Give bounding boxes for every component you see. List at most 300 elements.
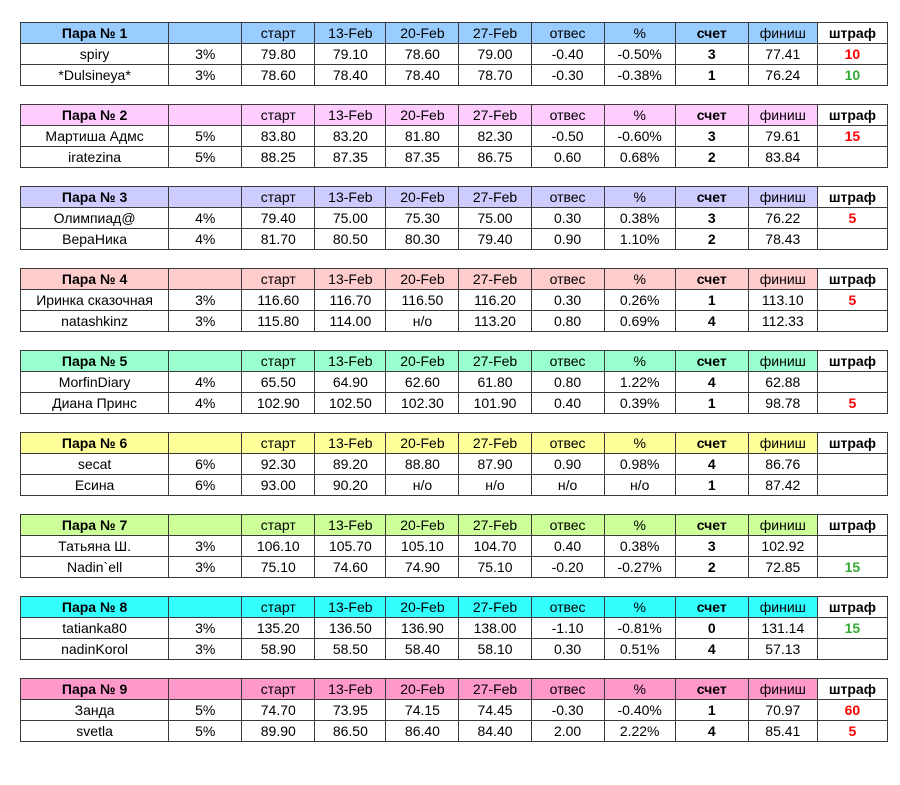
- date2-weight-cell: 87.35: [386, 147, 459, 168]
- penalty-header-cell: штраф: [817, 515, 887, 536]
- percent-cell: -0.27%: [604, 557, 675, 578]
- date2-header-cell: 20-Feb: [386, 597, 459, 618]
- date3-header-cell: 27-Feb: [459, 269, 531, 290]
- date3-weight-cell: 79.00: [459, 44, 531, 65]
- participant-name-cell: MorfinDiary: [21, 372, 169, 393]
- finish-weight-cell: 78.43: [748, 229, 817, 250]
- date1-weight-cell: 102.50: [315, 393, 386, 414]
- percent-cell: 0.68%: [604, 147, 675, 168]
- penalty-cell: [817, 229, 887, 250]
- date2-weight-cell: 105.10: [386, 536, 459, 557]
- date2-header-cell: 20-Feb: [386, 433, 459, 454]
- date2-weight-cell: 75.30: [386, 208, 459, 229]
- pair-table-6: [20, 432, 888, 496]
- start-header-cell: старт: [242, 187, 315, 208]
- penalty-header-cell: штраф: [817, 269, 887, 290]
- participant-name-cell: secat: [21, 454, 169, 475]
- diff-header-cell: отвес: [531, 515, 604, 536]
- diff-cell: 0.90: [531, 454, 604, 475]
- table-row: [21, 454, 888, 475]
- finish-header-cell: финиш: [748, 515, 817, 536]
- date1-weight-cell: 74.60: [315, 557, 386, 578]
- date2-weight-cell: 86.40: [386, 721, 459, 742]
- percent-cell: 0.51%: [604, 639, 675, 660]
- finish-weight-cell: 70.97: [748, 700, 817, 721]
- pair-header-row: [21, 187, 888, 208]
- date2-weight-cell: 74.15: [386, 700, 459, 721]
- table-row: [21, 475, 888, 496]
- goal-cell: 3%: [169, 618, 242, 639]
- finish-header-cell: финиш: [748, 433, 817, 454]
- finish-weight-cell: 62.88: [748, 372, 817, 393]
- date3-header-cell: 27-Feb: [459, 351, 531, 372]
- diff-cell: 0.30: [531, 290, 604, 311]
- pair-table-7: [20, 514, 888, 578]
- penalty-header-cell: штраф: [817, 433, 887, 454]
- table-row: [21, 290, 888, 311]
- score-header-cell: счет: [675, 515, 748, 536]
- diff-header-cell: отвес: [531, 597, 604, 618]
- table-row: [21, 639, 888, 660]
- date3-header-cell: 27-Feb: [459, 515, 531, 536]
- percent-header-cell: %: [604, 105, 675, 126]
- date2-weight-cell: н/о: [386, 311, 459, 332]
- score-cell: 2: [675, 229, 748, 250]
- score-cell: 1: [675, 700, 748, 721]
- date1-weight-cell: 86.50: [315, 721, 386, 742]
- penalty-cell: [817, 311, 887, 332]
- table-row: [21, 536, 888, 557]
- pair-title-cell: Пара № 9: [21, 679, 169, 700]
- diff-cell: 0.30: [531, 639, 604, 660]
- diff-cell: 0.30: [531, 208, 604, 229]
- pair-title-cell: Пара № 7: [21, 515, 169, 536]
- score-header-cell: счет: [675, 597, 748, 618]
- penalty-cell: 5: [817, 393, 887, 414]
- goal-cell: 4%: [169, 393, 242, 414]
- percent-cell: -0.38%: [604, 65, 675, 86]
- percent-header-cell: %: [604, 515, 675, 536]
- start-weight-cell: 89.90: [242, 721, 315, 742]
- penalty-cell: [817, 536, 887, 557]
- date2-header-cell: 20-Feb: [386, 679, 459, 700]
- date1-weight-cell: 58.50: [315, 639, 386, 660]
- date3-header-cell: 27-Feb: [459, 187, 531, 208]
- score-cell: 4: [675, 639, 748, 660]
- date3-header-cell: 27-Feb: [459, 597, 531, 618]
- finish-weight-cell: 57.13: [748, 639, 817, 660]
- start-weight-cell: 58.90: [242, 639, 315, 660]
- date2-header-cell: 20-Feb: [386, 105, 459, 126]
- diff-header-cell: отвес: [531, 679, 604, 700]
- goal-cell: 5%: [169, 700, 242, 721]
- penalty-cell: 5: [817, 721, 887, 742]
- date2-weight-cell: 102.30: [386, 393, 459, 414]
- date3-weight-cell: 86.75: [459, 147, 531, 168]
- diff-header-cell: отвес: [531, 187, 604, 208]
- finish-weight-cell: 72.85: [748, 557, 817, 578]
- finish-weight-cell: 76.24: [748, 65, 817, 86]
- date1-weight-cell: 89.20: [315, 454, 386, 475]
- date3-weight-cell: 138.00: [459, 618, 531, 639]
- participant-name-cell: Занда: [21, 700, 169, 721]
- start-header-cell: старт: [242, 597, 315, 618]
- start-weight-cell: 81.70: [242, 229, 315, 250]
- finish-weight-cell: 86.76: [748, 454, 817, 475]
- start-header-cell: старт: [242, 351, 315, 372]
- date3-header-cell: 27-Feb: [459, 23, 531, 44]
- penalty-cell: 5: [817, 208, 887, 229]
- start-header-cell: старт: [242, 269, 315, 290]
- diff-cell: -0.30: [531, 700, 604, 721]
- date1-weight-cell: 136.50: [315, 618, 386, 639]
- score-cell: 2: [675, 557, 748, 578]
- goal-cell: 3%: [169, 44, 242, 65]
- pair-table-2: [20, 104, 888, 168]
- start-header-cell: старт: [242, 105, 315, 126]
- date1-weight-cell: 78.40: [315, 65, 386, 86]
- penalty-header-cell: штраф: [817, 23, 887, 44]
- percent-header-cell: %: [604, 351, 675, 372]
- score-cell: 0: [675, 618, 748, 639]
- goal-cell: 3%: [169, 557, 242, 578]
- pair-table-1: [20, 22, 888, 86]
- finish-weight-cell: 83.84: [748, 147, 817, 168]
- date1-weight-cell: 79.10: [315, 44, 386, 65]
- goal-header-cell: [169, 269, 242, 290]
- pair-table-9: [20, 678, 888, 742]
- penalty-cell: [817, 147, 887, 168]
- date3-weight-cell: 75.10: [459, 557, 531, 578]
- start-weight-cell: 135.20: [242, 618, 315, 639]
- date3-weight-cell: 75.00: [459, 208, 531, 229]
- score-cell: 3: [675, 126, 748, 147]
- goal-cell: 4%: [169, 372, 242, 393]
- finish-weight-cell: 85.41: [748, 721, 817, 742]
- finish-weight-cell: 77.41: [748, 44, 817, 65]
- percent-header-cell: %: [604, 269, 675, 290]
- percent-cell: -0.81%: [604, 618, 675, 639]
- participant-name-cell: *Dulsineya*: [21, 65, 169, 86]
- pair-header-row: [21, 23, 888, 44]
- date1-header-cell: 13-Feb: [315, 269, 386, 290]
- percent-cell: 1.10%: [604, 229, 675, 250]
- table-row: [21, 208, 888, 229]
- finish-weight-cell: 113.10: [748, 290, 817, 311]
- penalty-header-cell: штраф: [817, 351, 887, 372]
- percent-header-cell: %: [604, 433, 675, 454]
- finish-weight-cell: 87.42: [748, 475, 817, 496]
- percent-cell: 1.22%: [604, 372, 675, 393]
- diff-cell: -0.20: [531, 557, 604, 578]
- table-row: [21, 147, 888, 168]
- participant-name-cell: ВераНика: [21, 229, 169, 250]
- date1-header-cell: 13-Feb: [315, 187, 386, 208]
- pair-header-row: [21, 433, 888, 454]
- score-header-cell: счет: [675, 269, 748, 290]
- goal-header-cell: [169, 515, 242, 536]
- table-row: [21, 65, 888, 86]
- score-header-cell: счет: [675, 23, 748, 44]
- table-row: [21, 44, 888, 65]
- table-row: [21, 700, 888, 721]
- participant-name-cell: Есина: [21, 475, 169, 496]
- participant-name-cell: tatianka80: [21, 618, 169, 639]
- start-weight-cell: 74.70: [242, 700, 315, 721]
- table-row: [21, 721, 888, 742]
- penalty-cell: 15: [817, 618, 887, 639]
- pair-title-cell: Пара № 8: [21, 597, 169, 618]
- goal-cell: 3%: [169, 311, 242, 332]
- pair-title-cell: Пара № 1: [21, 23, 169, 44]
- percent-cell: -0.40%: [604, 700, 675, 721]
- date2-weight-cell: 58.40: [386, 639, 459, 660]
- goal-header-cell: [169, 187, 242, 208]
- date3-weight-cell: 101.90: [459, 393, 531, 414]
- percent-cell: 0.98%: [604, 454, 675, 475]
- participant-name-cell: Мартиша Адмс: [21, 126, 169, 147]
- pair-header-row: [21, 679, 888, 700]
- diff-cell: 2.00: [531, 721, 604, 742]
- date2-header-cell: 20-Feb: [386, 23, 459, 44]
- date3-weight-cell: 104.70: [459, 536, 531, 557]
- score-cell: 2: [675, 147, 748, 168]
- finish-header-cell: финиш: [748, 187, 817, 208]
- date2-weight-cell: 74.90: [386, 557, 459, 578]
- start-header-cell: старт: [242, 515, 315, 536]
- date3-weight-cell: 113.20: [459, 311, 531, 332]
- pair-table-3: [20, 186, 888, 250]
- pair-title-cell: Пара № 3: [21, 187, 169, 208]
- table-row: [21, 618, 888, 639]
- date2-weight-cell: 78.40: [386, 65, 459, 86]
- score-header-cell: счет: [675, 105, 748, 126]
- score-header-cell: счет: [675, 351, 748, 372]
- date2-weight-cell: 78.60: [386, 44, 459, 65]
- date3-weight-cell: 58.10: [459, 639, 531, 660]
- percent-cell: 0.38%: [604, 208, 675, 229]
- diff-cell: -1.10: [531, 618, 604, 639]
- participant-name-cell: nadinKorol: [21, 639, 169, 660]
- pair-title-cell: Пара № 2: [21, 105, 169, 126]
- date3-header-cell: 27-Feb: [459, 105, 531, 126]
- finish-weight-cell: 102.92: [748, 536, 817, 557]
- percent-header-cell: %: [604, 23, 675, 44]
- score-header-cell: счет: [675, 679, 748, 700]
- date1-header-cell: 13-Feb: [315, 515, 386, 536]
- penalty-cell: 5: [817, 290, 887, 311]
- finish-weight-cell: 79.61: [748, 126, 817, 147]
- goal-cell: 4%: [169, 208, 242, 229]
- date1-weight-cell: 64.90: [315, 372, 386, 393]
- percent-cell: 0.26%: [604, 290, 675, 311]
- date2-header-cell: 20-Feb: [386, 351, 459, 372]
- participant-name-cell: svetla: [21, 721, 169, 742]
- pair-table-4: [20, 268, 888, 332]
- finish-header-cell: финиш: [748, 679, 817, 700]
- table-row: [21, 229, 888, 250]
- diff-cell: -0.30: [531, 65, 604, 86]
- date2-header-cell: 20-Feb: [386, 269, 459, 290]
- goal-cell: 5%: [169, 721, 242, 742]
- score-cell: 3: [675, 536, 748, 557]
- date1-header-cell: 13-Feb: [315, 433, 386, 454]
- percent-cell: -0.50%: [604, 44, 675, 65]
- percent-cell: 2.22%: [604, 721, 675, 742]
- date2-weight-cell: 88.80: [386, 454, 459, 475]
- goal-header-cell: [169, 679, 242, 700]
- date3-weight-cell: 84.40: [459, 721, 531, 742]
- score-cell: 4: [675, 454, 748, 475]
- diff-cell: 0.80: [531, 311, 604, 332]
- date1-weight-cell: 90.20: [315, 475, 386, 496]
- date1-weight-cell: 83.20: [315, 126, 386, 147]
- penalty-cell: [817, 639, 887, 660]
- penalty-cell: [817, 372, 887, 393]
- finish-weight-cell: 131.14: [748, 618, 817, 639]
- goal-cell: 5%: [169, 147, 242, 168]
- start-header-cell: старт: [242, 433, 315, 454]
- penalty-cell: [817, 475, 887, 496]
- start-weight-cell: 75.10: [242, 557, 315, 578]
- finish-weight-cell: 98.78: [748, 393, 817, 414]
- date3-weight-cell: 61.80: [459, 372, 531, 393]
- date1-header-cell: 13-Feb: [315, 351, 386, 372]
- participant-name-cell: Иринка сказочная: [21, 290, 169, 311]
- start-weight-cell: 79.80: [242, 44, 315, 65]
- finish-header-cell: финиш: [748, 105, 817, 126]
- penalty-header-cell: штраф: [817, 679, 887, 700]
- date1-weight-cell: 114.00: [315, 311, 386, 332]
- goal-header-cell: [169, 433, 242, 454]
- score-cell: 1: [675, 65, 748, 86]
- date1-header-cell: 13-Feb: [315, 105, 386, 126]
- penalty-header-cell: штраф: [817, 105, 887, 126]
- goal-cell: 3%: [169, 536, 242, 557]
- date3-weight-cell: 78.70: [459, 65, 531, 86]
- participant-name-cell: iratezina: [21, 147, 169, 168]
- penalty-cell: 15: [817, 126, 887, 147]
- participant-name-cell: Татьяна Ш.: [21, 536, 169, 557]
- goal-cell: 3%: [169, 290, 242, 311]
- start-weight-cell: 115.80: [242, 311, 315, 332]
- goal-header-cell: [169, 105, 242, 126]
- diff-cell: 0.80: [531, 372, 604, 393]
- date1-header-cell: 13-Feb: [315, 679, 386, 700]
- percent-header-cell: %: [604, 187, 675, 208]
- goal-cell: 3%: [169, 639, 242, 660]
- goal-header-cell: [169, 23, 242, 44]
- goal-cell: 4%: [169, 229, 242, 250]
- penalty-header-cell: штраф: [817, 597, 887, 618]
- goal-cell: 6%: [169, 475, 242, 496]
- date3-weight-cell: 82.30: [459, 126, 531, 147]
- pairs-sheet: [20, 22, 888, 742]
- date1-weight-cell: 75.00: [315, 208, 386, 229]
- table-row: [21, 557, 888, 578]
- penalty-cell: 60: [817, 700, 887, 721]
- diff-header-cell: отвес: [531, 433, 604, 454]
- date1-weight-cell: 87.35: [315, 147, 386, 168]
- pair-title-cell: Пара № 5: [21, 351, 169, 372]
- percent-header-cell: %: [604, 597, 675, 618]
- start-weight-cell: 88.25: [242, 147, 315, 168]
- start-weight-cell: 92.30: [242, 454, 315, 475]
- pair-table-5: [20, 350, 888, 414]
- finish-header-cell: финиш: [748, 23, 817, 44]
- percent-cell: н/о: [604, 475, 675, 496]
- score-cell: 3: [675, 44, 748, 65]
- date3-weight-cell: 79.40: [459, 229, 531, 250]
- diff-cell: 0.90: [531, 229, 604, 250]
- score-cell: 3: [675, 208, 748, 229]
- date2-weight-cell: 62.60: [386, 372, 459, 393]
- pair-header-row: [21, 515, 888, 536]
- pair-header-row: [21, 597, 888, 618]
- finish-weight-cell: 76.22: [748, 208, 817, 229]
- percent-cell: -0.60%: [604, 126, 675, 147]
- penalty-header-cell: штраф: [817, 187, 887, 208]
- finish-weight-cell: 112.33: [748, 311, 817, 332]
- participant-name-cell: spiry: [21, 44, 169, 65]
- goal-cell: 3%: [169, 65, 242, 86]
- date3-weight-cell: 87.90: [459, 454, 531, 475]
- start-weight-cell: 106.10: [242, 536, 315, 557]
- table-row: [21, 126, 888, 147]
- start-weight-cell: 83.80: [242, 126, 315, 147]
- diff-cell: 0.40: [531, 393, 604, 414]
- date2-weight-cell: 81.80: [386, 126, 459, 147]
- participant-name-cell: Nadin`ell: [21, 557, 169, 578]
- date1-weight-cell: 116.70: [315, 290, 386, 311]
- pair-title-cell: Пара № 6: [21, 433, 169, 454]
- score-header-cell: счет: [675, 187, 748, 208]
- percent-header-cell: %: [604, 679, 675, 700]
- start-weight-cell: 65.50: [242, 372, 315, 393]
- penalty-cell: 10: [817, 65, 887, 86]
- date3-header-cell: 27-Feb: [459, 433, 531, 454]
- date1-header-cell: 13-Feb: [315, 23, 386, 44]
- percent-cell: 0.69%: [604, 311, 675, 332]
- penalty-cell: 15: [817, 557, 887, 578]
- pair-header-row: [21, 351, 888, 372]
- start-header-cell: старт: [242, 679, 315, 700]
- date1-header-cell: 13-Feb: [315, 597, 386, 618]
- score-cell: 4: [675, 721, 748, 742]
- date2-weight-cell: 116.50: [386, 290, 459, 311]
- date2-weight-cell: 80.30: [386, 229, 459, 250]
- date2-weight-cell: н/о: [386, 475, 459, 496]
- participant-name-cell: Олимпиад@: [21, 208, 169, 229]
- diff-cell: 0.40: [531, 536, 604, 557]
- date2-header-cell: 20-Feb: [386, 515, 459, 536]
- table-row: [21, 311, 888, 332]
- date3-weight-cell: 116.20: [459, 290, 531, 311]
- finish-header-cell: финиш: [748, 269, 817, 290]
- diff-header-cell: отвес: [531, 269, 604, 290]
- goal-header-cell: [169, 351, 242, 372]
- date1-weight-cell: 73.95: [315, 700, 386, 721]
- start-header-cell: старт: [242, 23, 315, 44]
- diff-cell: н/о: [531, 475, 604, 496]
- diff-cell: 0.60: [531, 147, 604, 168]
- diff-cell: -0.50: [531, 126, 604, 147]
- score-cell: 1: [675, 290, 748, 311]
- participant-name-cell: Диана Принс: [21, 393, 169, 414]
- score-header-cell: счет: [675, 433, 748, 454]
- start-weight-cell: 93.00: [242, 475, 315, 496]
- percent-cell: 0.39%: [604, 393, 675, 414]
